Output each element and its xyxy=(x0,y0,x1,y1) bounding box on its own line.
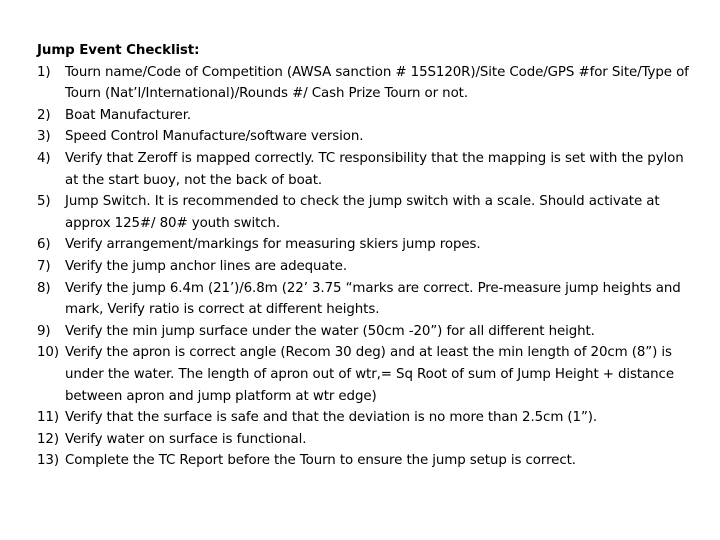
list-item xyxy=(37,62,697,105)
document-title: Jump Event Checklist: xyxy=(37,43,200,58)
item-text: Tourn name/Code of Competition (AWSA sanction # 15S120R)/Site Code/GPS #for Site/Type of Tourn (Nat’l/International)/Rounds #/ Cash Prize Tourn or not. xyxy=(65,64,689,102)
item-text: Jump Switch. It is recommended to check the jump switch with a scale. Should activate at approx 125#/ 80# youth switch. xyxy=(65,194,660,231)
item-number: 4) xyxy=(37,150,51,166)
item-number: 11) xyxy=(37,410,59,426)
item-number: 13) xyxy=(37,453,59,469)
list-item xyxy=(37,234,697,256)
list-item xyxy=(37,429,697,451)
list-item xyxy=(37,278,697,321)
item-text: Complete the TC Report before the Tourn to ensure the jump setup is correct. xyxy=(65,453,576,469)
item-text: Verify the jump anchor lines are adequate. xyxy=(65,258,347,274)
list-item xyxy=(37,105,697,127)
item-number: 12) xyxy=(37,431,59,447)
list-item xyxy=(37,450,697,472)
list-item xyxy=(37,191,697,234)
list-item xyxy=(37,256,697,278)
item-number: 3) xyxy=(37,129,51,145)
item-number: 8) xyxy=(37,280,51,296)
item-text: Verify that Zeroff is mapped correctly. TC responsibility that the mapping is set with the pylon at the start buoy, not the back of boat. xyxy=(65,150,684,188)
item-number: 9) xyxy=(37,323,51,339)
item-text: Speed Control Manufacture/software version. xyxy=(65,129,364,145)
item-number: 10) xyxy=(37,345,59,361)
list-item xyxy=(37,126,697,148)
item-number: 1) xyxy=(37,64,51,80)
item-text: Verify that the surface is safe and that the deviation is no more than 2.5cm (1”). xyxy=(65,410,598,426)
checklist xyxy=(37,62,697,472)
item-number: 6) xyxy=(37,237,51,253)
checklist-document xyxy=(37,40,697,472)
item-number: 5) xyxy=(37,194,51,210)
list-item xyxy=(37,321,697,343)
item-text: Boat Manufacturer. xyxy=(65,107,192,123)
list-item xyxy=(37,342,697,407)
item-text: Verify the jump 6.4m (21’)/6.8m (22’ 3.75 “marks are correct. Pre-measure jump heights and mark, Verify ratio is correct at different heights. xyxy=(65,280,681,318)
item-text: Verify arrangement/markings for measuring skiers jump ropes. xyxy=(65,237,481,253)
item-text: Verify the apron is correct angle (Recom 30 deg) and at least the min length of 20cm (8”) is under the water. The length of apron out of wtr,= Sq Root of sum of Jump Height + distance between apron and jump platform at wtr edge) xyxy=(65,345,674,404)
list-item xyxy=(37,148,697,191)
item-text: Verify the min jump surface under the water (50cm -20”) for all different height. xyxy=(65,323,595,339)
item-text: Verify water on surface is functional. xyxy=(65,431,307,447)
list-item xyxy=(37,407,697,429)
item-number: 2) xyxy=(37,107,51,123)
item-number: 7) xyxy=(37,258,51,274)
